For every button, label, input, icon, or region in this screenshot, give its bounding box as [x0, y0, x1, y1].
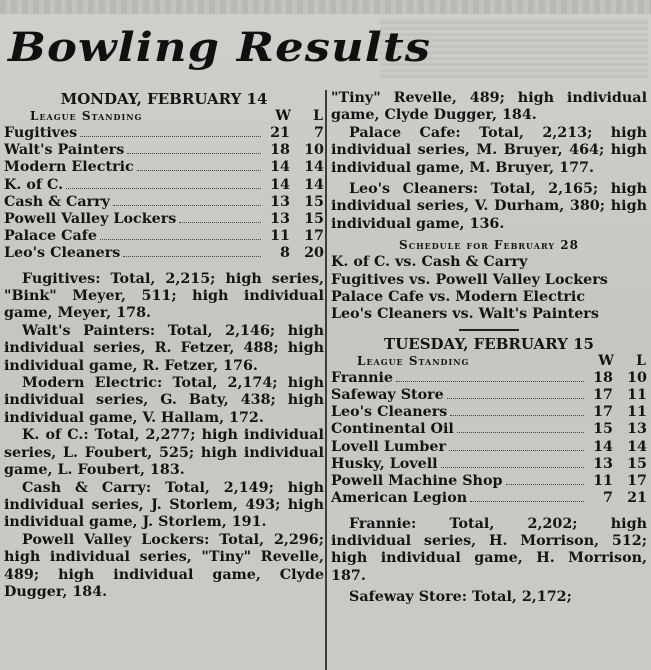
monday-standing-header	[4, 108, 324, 125]
leader-dots	[470, 501, 584, 502]
wins: 21	[270, 125, 290, 141]
result-paragraph: K. of C.: Total, 2,277; high individual series, L. Foubert, 525; high individual game, L. Foubert, 183.	[4, 427, 324, 479]
losses: 14	[304, 176, 324, 193]
standing-row	[4, 125, 324, 142]
team-name: American Legion	[331, 490, 468, 507]
standing-row	[331, 490, 647, 507]
losses: 11	[627, 404, 647, 421]
wins: 14	[270, 159, 290, 176]
standing-row	[4, 159, 324, 176]
standing-row	[4, 228, 324, 245]
losses: 13	[627, 421, 647, 438]
team-name: Powell Machine Shop	[331, 473, 503, 490]
schedule-item: Leo's Cleaners vs. Walt's Painters	[331, 306, 599, 323]
team-name: Husky, Lovell	[331, 455, 438, 472]
losses: 15	[627, 455, 647, 472]
leader-dots	[137, 170, 261, 171]
standing-row	[4, 177, 324, 194]
losses: 11	[627, 387, 647, 404]
schedule-item: K. of C. vs. Cash & Carry	[331, 254, 528, 271]
losses: 10	[304, 142, 324, 159]
leader-dots	[396, 381, 584, 382]
leader-dots	[123, 256, 261, 257]
leader-dots	[506, 484, 585, 485]
wins: 7	[603, 490, 613, 507]
wins: 17	[593, 387, 613, 404]
leader-dots	[450, 415, 584, 416]
result-paragraph: Walt's Painters: Total, 2,146; high individual series, R. Fetzer, 488; high individual game, R. Fetzer, 176.	[4, 322, 324, 374]
standing-row	[4, 245, 324, 262]
left-column	[4, 90, 324, 670]
w-label: W	[598, 352, 615, 369]
team-name: Walt's Painters	[4, 142, 125, 159]
right-column	[331, 90, 647, 670]
team-name: Continental Oil	[331, 421, 454, 438]
l-label: L	[636, 352, 647, 369]
result-paragraph-continued: "Tiny" Revelle, 489; high individual game, Clyde Dugger, 184.	[331, 90, 647, 124]
leader-dots	[457, 432, 584, 433]
team-name: Lovell Lumber	[331, 438, 447, 455]
standing-row	[331, 387, 647, 404]
result-paragraph: Cash & Carry: Total, 2,149; high individual series, J. Storlem, 493; high individual game, J. Storlem, 191.	[4, 479, 324, 531]
leader-dots	[449, 450, 584, 451]
team-name: K. of C.	[4, 176, 64, 193]
wins: 14	[270, 176, 290, 193]
losses: 10	[627, 369, 647, 386]
losses: 14	[304, 159, 324, 176]
standing-row	[331, 370, 647, 387]
standing-row	[331, 439, 647, 456]
column-divider	[325, 90, 327, 670]
standing-row	[331, 404, 647, 421]
schedule-item: Palace Cafe vs. Modern Electric	[331, 289, 586, 306]
leader-dots	[441, 467, 584, 468]
team-name: Leo's Cleaners	[4, 245, 121, 262]
losses: 14	[627, 438, 647, 455]
result-paragraph: Fugitives: Total, 2,215; high series, "Bink" Meyer, 511; high individual game, Meyer, 178.	[4, 270, 324, 322]
w-label: W	[275, 108, 292, 124]
tuesday-standing-header	[331, 353, 647, 370]
standing-label: League Standing	[30, 109, 143, 123]
losses: 20	[304, 245, 324, 262]
schedule-heading: Schedule for February 28	[399, 238, 579, 253]
section-rule	[459, 329, 519, 331]
losses: 17	[627, 473, 647, 490]
wins: 18	[270, 142, 290, 159]
wins: 14	[593, 438, 613, 455]
leader-dots	[447, 398, 584, 399]
losses: 15	[304, 193, 324, 210]
tuesday-heading: TUESDAY, FEBRUARY 15	[384, 334, 594, 353]
wins: 8	[280, 245, 290, 262]
standing-row	[4, 142, 324, 159]
leader-dots	[66, 188, 261, 189]
wins: 11	[593, 473, 613, 490]
wins: 18	[593, 369, 613, 386]
leader-dots	[100, 239, 261, 240]
monday-heading: MONDAY, FEBRUARY 14	[60, 90, 268, 108]
wins: 17	[593, 404, 613, 421]
team-name: Leo's Cleaners	[331, 404, 448, 421]
standing-row	[331, 421, 647, 438]
standing-label: League Standing	[357, 353, 470, 368]
l-label: L	[313, 108, 324, 124]
standing-row	[331, 456, 647, 473]
team-name: Cash & Carry	[4, 193, 110, 210]
page-top-edge	[0, 0, 651, 14]
wins: 13	[270, 193, 290, 210]
leader-dots	[127, 153, 261, 154]
leader-dots	[80, 136, 261, 137]
result-paragraph: Modern Electric: Total, 2,174; high individual series, G. Baty, 438; high individual game, V. Hallam, 172.	[4, 375, 324, 426]
leader-dots	[179, 222, 261, 223]
losses: 7	[314, 125, 324, 141]
team-name: Palace Cafe	[4, 228, 97, 245]
wins: 15	[593, 421, 613, 438]
team-name: Frannie	[331, 369, 394, 386]
wins: 13	[593, 455, 613, 472]
standing-row	[331, 473, 647, 490]
wins: 13	[270, 211, 290, 228]
headline: Bowling Results	[8, 24, 432, 71]
losses: 17	[304, 228, 324, 245]
wins: 11	[270, 228, 290, 245]
result-paragraph: Safeway Store: Total, 2,172;	[349, 589, 572, 606]
result-paragraph: Palace Cafe: Total, 2,213; high individual series, M. Bruyer, 464; high individual game, M. Bruyer, 177.	[331, 124, 647, 176]
team-name: Safeway Store	[331, 387, 444, 404]
schedule-item: Fugitives vs. Powell Valley Lockers	[331, 271, 608, 288]
team-name: Powell Valley Lockers	[4, 211, 177, 228]
standing-row	[4, 194, 324, 211]
losses: 21	[627, 490, 647, 507]
team-name: Fugitives	[4, 125, 78, 141]
leader-dots	[113, 205, 261, 206]
result-paragraph: Frannie: Total, 2,202; high individual series, H. Morrison, 512; high individual game, H. Morrison, 187.	[331, 515, 647, 584]
losses: 15	[304, 211, 324, 228]
result-paragraph: Leo's Cleaners: Total, 2,165; high individual series, V. Durham, 380; high individual game, 136.	[331, 181, 647, 232]
team-name: Modern Electric	[4, 159, 134, 176]
standing-row	[4, 211, 324, 228]
result-paragraph: Powell Valley Lockers: Total, 2,296; high individual series, "Tiny" Revelle, 489; high individual game, Clyde Dugger, 184.	[4, 531, 324, 600]
